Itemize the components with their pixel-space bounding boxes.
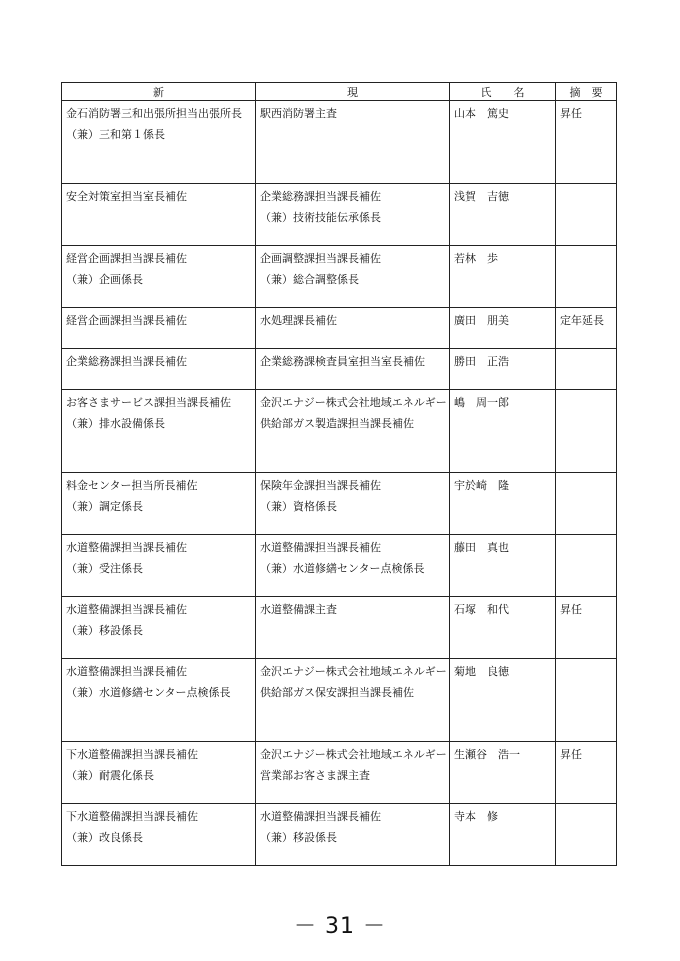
- new-position-cell-line: 経営企画課担当課長補佐: [66, 314, 187, 327]
- table-row: [62, 473, 617, 535]
- table-row: [62, 742, 617, 804]
- new-position-cell-line: （兼）耐震化係長: [66, 768, 154, 782]
- current-position-cell-line: 金沢エナジー株式会社地域エネルギー供給部ガス保安課担当課長補佐: [260, 665, 447, 699]
- current-position-cell-line: 企画調整課担当課長補佐: [260, 252, 381, 265]
- current-position-cell-line: （兼）技術技能伝承係長: [260, 210, 381, 224]
- current-position-cell-line: （兼）移設係長: [260, 830, 337, 844]
- new-position-cell: [62, 308, 256, 349]
- current-position-cell-line: 企業総務課検査員室担当室長補佐: [260, 355, 425, 368]
- new-position-cell-line: 水道整備課担当課長補佐: [66, 603, 187, 616]
- new-position-cell-line: （兼）排水設備係長: [66, 416, 165, 430]
- current-position-cell-line: 水道整備課担当課長補佐: [260, 810, 381, 823]
- table-row: [62, 804, 617, 866]
- new-position-cell-line: （兼）改良係長: [66, 830, 143, 844]
- note-cell: [556, 473, 617, 535]
- current-position-cell-line: 金沢エナジー株式会社地域エネルギー営業部お客さま課主査: [260, 748, 447, 782]
- current-position-cell: [256, 597, 450, 659]
- current-position-cell: [256, 473, 450, 535]
- table-body: [62, 101, 617, 866]
- header-note: 摘 要: [556, 83, 617, 101]
- current-position-cell-line: （兼）水道修繕センター点検係長: [260, 561, 425, 575]
- new-position-cell: [62, 101, 256, 184]
- new-position-cell: [62, 349, 256, 390]
- new-position-cell-line: （兼）移設係長: [66, 623, 143, 637]
- new-position-cell: [62, 742, 256, 804]
- note-cell: [556, 246, 617, 308]
- current-position-cell: [256, 184, 450, 246]
- current-position-cell-line: 金沢エナジー株式会社地域エネルギー供給部ガス製造課担当課長補佐: [260, 396, 447, 430]
- header-row: [62, 83, 617, 101]
- note-cell: 定年延長: [556, 308, 617, 349]
- header-new: 新: [62, 83, 256, 101]
- current-position-cell-line: 水道整備課主査: [260, 603, 337, 616]
- new-position-cell-line: （兼）企画係長: [66, 272, 143, 286]
- table-row: [62, 390, 617, 473]
- new-position-cell-line: 企業総務課担当課長補佐: [66, 355, 187, 368]
- note-cell: [556, 804, 617, 866]
- current-position-cell: [256, 742, 450, 804]
- name-cell: 石塚 和代: [450, 597, 556, 659]
- name-cell: 生瀬谷 浩一: [450, 742, 556, 804]
- current-position-cell: [256, 659, 450, 742]
- current-position-cell: [256, 804, 450, 866]
- current-position-cell: [256, 535, 450, 597]
- new-position-cell: [62, 597, 256, 659]
- current-position-cell-line: 水処理課長補佐: [260, 314, 337, 327]
- name-cell: 廣田 朋美: [450, 308, 556, 349]
- table-row: [62, 535, 617, 597]
- new-position-cell-line: （兼）水道修繕センター点検係長: [66, 685, 231, 699]
- page-number: － 31 －: [294, 914, 386, 939]
- name-cell: 藤田 真也: [450, 535, 556, 597]
- new-position-cell: [62, 246, 256, 308]
- name-cell: 若林 歩: [450, 246, 556, 308]
- current-position-cell: [256, 308, 450, 349]
- current-position-cell: [256, 101, 450, 184]
- new-position-cell-line: 水道整備課担当課長補佐: [66, 665, 187, 678]
- table-row: [62, 246, 617, 308]
- current-position-cell-line: （兼）資格係長: [260, 499, 337, 513]
- name-cell: 山本 篤史: [450, 101, 556, 184]
- table-row: [62, 659, 617, 742]
- new-position-cell-line: 安全対策室担当室長補佐: [66, 190, 187, 203]
- name-cell: 嶋 周一郎: [450, 390, 556, 473]
- current-position-cell: [256, 349, 450, 390]
- note-cell: 昇任: [556, 597, 617, 659]
- header-current: 現: [256, 83, 450, 101]
- note-cell: [556, 659, 617, 742]
- current-position-cell-line: 保険年金課担当課長補佐: [260, 479, 381, 492]
- new-position-cell: [62, 535, 256, 597]
- current-position-cell-line: 水道整備課担当課長補佐: [260, 541, 381, 554]
- new-position-cell: [62, 184, 256, 246]
- new-position-cell: [62, 659, 256, 742]
- new-position-cell: [62, 390, 256, 473]
- personnel-table: [61, 82, 617, 866]
- table-row: [62, 184, 617, 246]
- new-position-cell-line: 経営企画課担当課長補佐: [66, 252, 187, 265]
- new-position-cell-line: （兼）受注係長: [66, 561, 143, 575]
- note-cell: [556, 349, 617, 390]
- new-position-cell-line: 料金センター担当所長補佐: [66, 479, 198, 492]
- new-position-cell-line: （兼）調定係長: [66, 499, 143, 513]
- note-cell: [556, 535, 617, 597]
- name-cell: 菊地 良徳: [450, 659, 556, 742]
- current-position-cell: [256, 390, 450, 473]
- table-row: [62, 597, 617, 659]
- new-position-cell-line: お客さまサービス課担当課長補佐: [66, 396, 231, 409]
- name-cell: 寺本 修: [450, 804, 556, 866]
- current-position-cell-line: （兼）総合調整係長: [260, 272, 359, 286]
- new-position-cell: [62, 473, 256, 535]
- new-position-cell-line: 下水道整備課担当課長補佐: [66, 748, 198, 761]
- header-name: 氏 名: [450, 83, 556, 101]
- current-position-cell: [256, 246, 450, 308]
- new-position-cell: [62, 804, 256, 866]
- name-cell: 浅賀 吉徳: [450, 184, 556, 246]
- note-cell: 昇任: [556, 101, 617, 184]
- new-position-cell-line: （兼）三和第１係長: [66, 127, 165, 141]
- note-cell: [556, 184, 617, 246]
- note-cell: 昇任: [556, 742, 617, 804]
- table-row: [62, 349, 617, 390]
- new-position-cell-line: 下水道整備課担当課長補佐: [66, 810, 198, 823]
- new-position-cell-line: 金石消防署三和出張所担当出張所長: [66, 107, 242, 120]
- table-row: [62, 308, 617, 349]
- current-position-cell-line: 企業総務課担当課長補佐: [260, 190, 381, 203]
- name-cell: 勝田 正浩: [450, 349, 556, 390]
- new-position-cell-line: 水道整備課担当課長補佐: [66, 541, 187, 554]
- current-position-cell-line: 駅西消防署主査: [260, 107, 337, 120]
- note-cell: [556, 390, 617, 473]
- name-cell: 宇於崎 隆: [450, 473, 556, 535]
- table-row: [62, 101, 617, 184]
